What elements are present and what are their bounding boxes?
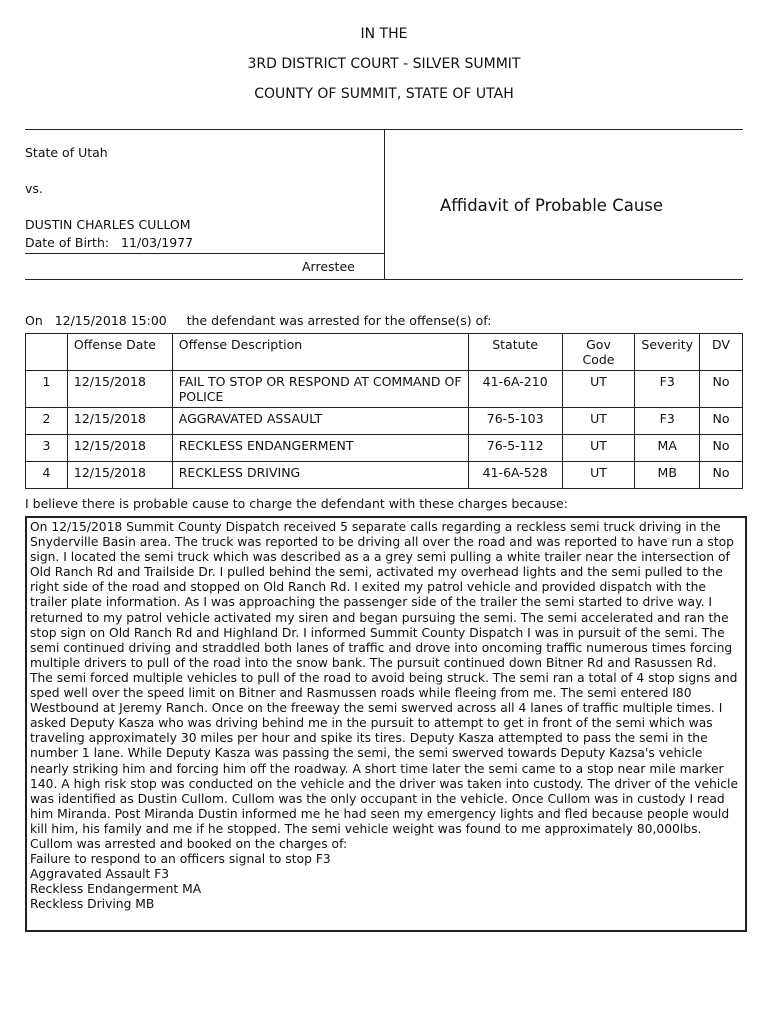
header-gov-code: Gov Code xyxy=(562,334,635,371)
offense-date: 12/15/2018 xyxy=(67,371,172,408)
arrestee-rule xyxy=(25,253,385,254)
severity: MA xyxy=(635,435,700,462)
statute: 41-6A-210 xyxy=(468,371,562,408)
arrest-text: the defendant was arrested for the offense(s) of: xyxy=(186,313,492,328)
dv: No xyxy=(700,435,743,462)
statute: 41-6A-528 xyxy=(468,462,562,489)
statute: 76-5-112 xyxy=(468,435,562,462)
date-of-birth xyxy=(25,235,193,250)
row-index: 1 xyxy=(26,371,68,408)
table-row xyxy=(26,408,743,435)
offense-description: FAIL TO STOP OR RESPOND AT COMMAND OF POLICE xyxy=(172,371,468,408)
dv: No xyxy=(700,408,743,435)
plaintiff-name: State of Utah xyxy=(25,145,108,160)
document-title: Affidavit of Probable Cause xyxy=(439,196,664,215)
severity: F3 xyxy=(635,371,700,408)
dob-label: Date of Birth: xyxy=(25,235,110,250)
row-index: 4 xyxy=(26,462,68,489)
caption-bottom-rule xyxy=(25,279,743,280)
table-row xyxy=(26,371,743,408)
offense-date: 12/15/2018 xyxy=(67,408,172,435)
gov-code: UT xyxy=(562,408,635,435)
versus-label: vs. xyxy=(25,181,43,196)
header-offense-date: Offense Date xyxy=(67,334,172,371)
header-line-1: IN THE xyxy=(360,26,408,42)
probable-cause-intro: I believe there is probable cause to charge the defendant with these charges because: xyxy=(25,496,568,511)
statute: 76-5-103 xyxy=(468,408,562,435)
header-offense-description: Offense Description xyxy=(172,334,468,371)
severity: F3 xyxy=(635,408,700,435)
header-line-3: COUNTY OF SUMMIT, STATE OF UTAH xyxy=(254,86,514,102)
table-row xyxy=(26,435,743,462)
probable-cause-narrative: On 12/15/2018 Summit County Dispatch received 5 separate calls regarding a reckless semi truck driving in the Snyderville Basin area. The truck was reported to be driving all over the road and was reported to have run a stop sign. I located the semi truck which was described as a a grey semi pulling a white trailer near the intersection of Old Ranch Rd and Trailside Dr. I pulled behind the semi, activated my overhead lights and the semi pulled to the right side of the road and stopped on Old Ranch Rd. I exited my patrol vehicle and provided dispatch with the trailer plate information. As I was approaching the passenger side of the trailer the semi started to drive way. I returned to my patrol vehicle activated my siren and began pursuing the semi. The semi accelerated and ran the stop sign on Old Ranch Rd and Highland Dr. I informed Summit County Dispatch I was in pursuit of the semi. The semi continued driving and straddled both lanes of traffic and drove into oncoming traffic numerous times forcing multiple drivers to pull of the road into the snow bank. The pursuit continued down Bitner Rd and Rasussen Rd. The semi forced multiple vehicles to pull of the road to avoid being struck. The semi ran a total of 4 stop signs and sped well over the speed limit on Bitner and Rasmussen roads while fleeing from me. The semi entered I80 Westbound at Jeremy Ranch. Once on the freeway the semi swerved across all 4 lanes of traffic multiple times. I asked Deputy Kasza who was driving behind me in the pursuit to attempt to get in front of the semi which was traveling approximately 30 miles per hour and spike its tires. Deputy Kasza attempted to pass the semi in the number 1 lane. While Deputy Kasza was passing the semi, the semi swerved towards Deputy Kazsa's vehicle nearly striking him and forcing him off the roadway. A short time later the semi came to a stop near mile marker 140. A high risk stop was conducted on the vehicle and the driver was taken into custody. The driver of the vehicle was identified as Dustin Cullom. Cullom was the only occupant in the vehicle. Once Cullom was in custody I read him Miranda. Post Miranda Dustin informed me he had seen my emergency lights and fled because people would kill him, his family and me if he stopped. The semi vehicle weight was found to me approximately 80,000lbs. Cullom was arrested and booked on the charges of: Failure to respond to an officers signal to stop F3 Aggravated Assault F3 Reckless Endangerment MA Reckless Driving MB xyxy=(25,516,747,932)
header-severity: Severity xyxy=(635,334,700,371)
header-statute: Statute xyxy=(468,334,562,371)
arrest-on-label: On xyxy=(25,313,43,328)
dv: No xyxy=(700,462,743,489)
table-row xyxy=(26,462,743,489)
gov-code: UT xyxy=(562,371,635,408)
offense-description: RECKLESS ENDANGERMENT xyxy=(172,435,468,462)
arrest-statement xyxy=(25,313,491,328)
dv: No xyxy=(700,371,743,408)
gov-code: UT xyxy=(562,462,635,489)
offense-description: RECKLESS DRIVING xyxy=(172,462,468,489)
row-index: 3 xyxy=(26,435,68,462)
defendant-name: DUSTIN CHARLES CULLOM xyxy=(25,217,191,232)
header-index xyxy=(26,334,68,371)
severity: MB xyxy=(635,462,700,489)
gov-code: UT xyxy=(562,435,635,462)
offense-description: AGGRAVATED ASSAULT xyxy=(172,408,468,435)
header-dv: DV xyxy=(700,334,743,371)
offense-table-header xyxy=(26,334,743,371)
offense-date: 12/15/2018 xyxy=(67,462,172,489)
arrestee-label: Arrestee xyxy=(302,259,355,274)
row-index: 2 xyxy=(26,408,68,435)
dob-value: 11/03/1977 xyxy=(121,235,194,250)
offense-table xyxy=(25,333,743,489)
offense-date: 12/15/2018 xyxy=(67,435,172,462)
court-header xyxy=(0,24,768,114)
arrest-datetime: 12/15/2018 15:00 xyxy=(54,313,167,328)
header-line-2: 3RD DISTRICT COURT - SILVER SUMMIT xyxy=(247,56,521,72)
